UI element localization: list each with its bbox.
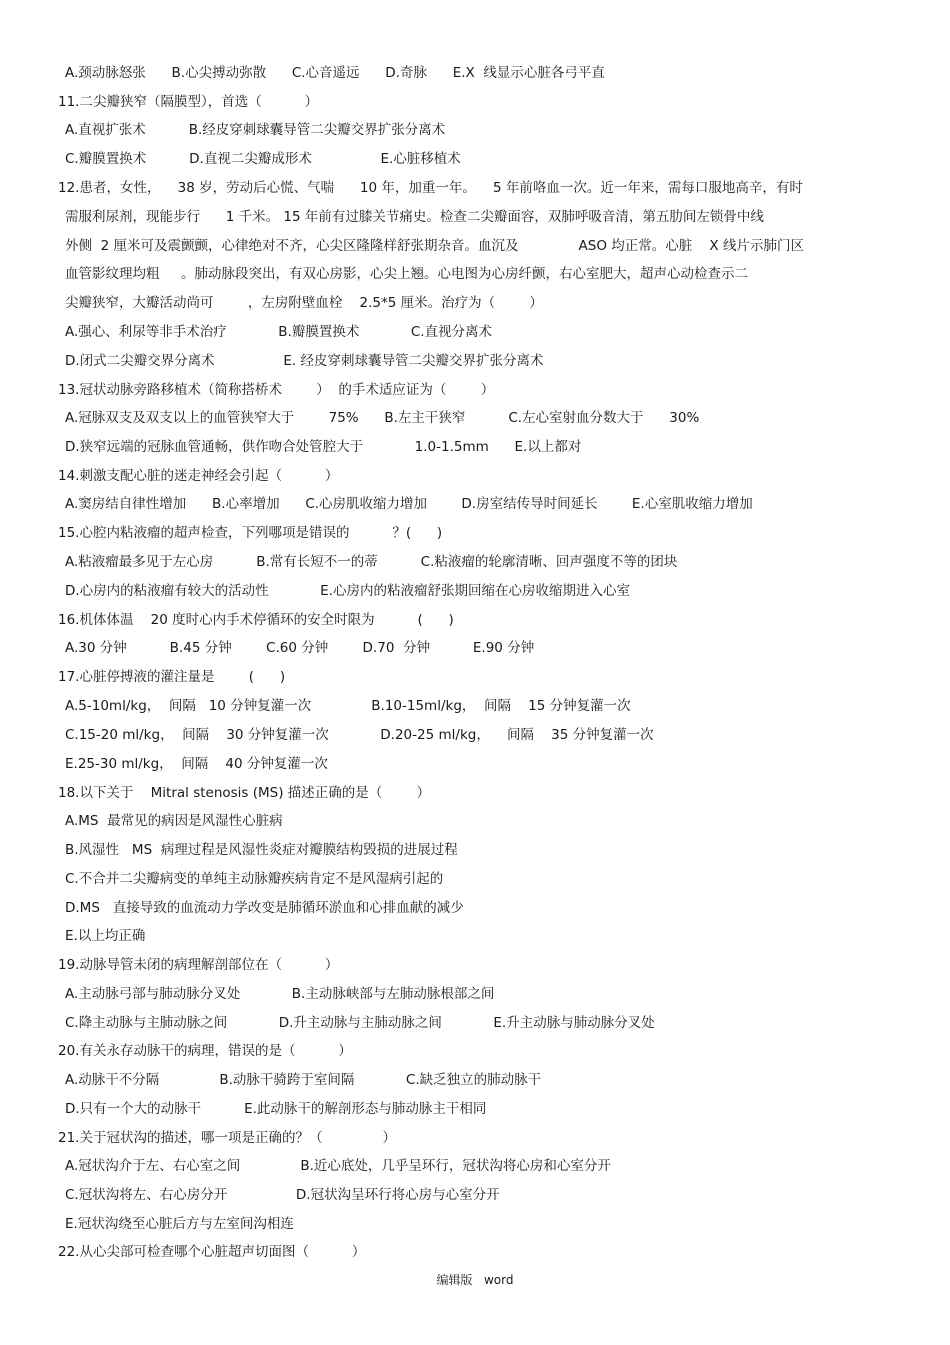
question-21-options-line: E.冠状沟绕至心脏后方与左室间沟相连 [65, 1216, 294, 1232]
question-18-stem: 18.以下关于 Mitral stenosis (MS) 描述正确的是（ ） [58, 785, 431, 801]
question-18-option: C.不合并二尖瓣病变的单纯主动脉瓣疾病肯定不是风湿病引起的 [65, 871, 444, 887]
question-17-stem: 17.心脏停搏液的灌注量是 ( ) [58, 669, 286, 685]
question-18-option: B.风湿性 MS 病理过程是风湿性炎症对瓣膜结构毁损的进展过程 [65, 842, 458, 858]
question-21-options-line: C.冠状沟将左、右心房分开 D.冠状沟呈环行将心房与心室分开 [65, 1187, 500, 1203]
question-20-stem: 20.有关永存动脉干的病理，错误的是（ ） [58, 1043, 352, 1059]
question-22-stem: 22.从心尖部可检查哪个心脏超声切面图（ ） [58, 1244, 366, 1260]
question-11-options-line: A.直视扩张术 B.经皮穿刺球囊导管二尖瓣交界扩张分离术 [65, 122, 446, 138]
question-10-options-line: A.颈动脉怒张 B.心尖搏动弥散 C.心音遥远 D.奇脉 E.X 线显示心脏各弓平直 [65, 65, 605, 81]
question-12-options-line: A.强心、利尿等非手术治疗 B.瓣膜置换术 C.直视分离术 [65, 324, 493, 340]
page-footer: 编辑版 word [436, 1273, 514, 1287]
question-17-options-line: E.25-30 ml/kg， 间隔 40 分钟复灌一次 [65, 756, 328, 772]
question-15-options-line: A.粘液瘤最多见于左心房 B.常有长短不一的蒂 C.粘液瘤的轮廓清晰、回声强度不等的团块 [65, 554, 678, 570]
question-13-stem: 13.冠状动脉旁路移植术（简称搭桥术 ） 的手术适应证为（ ） [58, 382, 495, 398]
question-14-options-line: A.窦房结自律性增加 B.心率增加 C.心房肌收缩力增加 D.房室结传导时间延长 E.心室肌收缩力增加 [65, 496, 753, 512]
question-18-option: A.MS 最常见的病因是风湿性心脏病 [65, 813, 283, 829]
question-12-options-line: D.闭式二尖瓣交界分离术 E. 经皮穿刺球囊导管二尖瓣交界扩张分离术 [65, 353, 544, 369]
question-11-options-line: C.瓣膜置换术 D.直视二尖瓣成形术 E.心脏移植术 [65, 151, 461, 167]
question-17-options-line: C.15-20 ml/kg， 间隔 30 分钟复灌一次 D.20-25 ml/kg， 间隔 35 分钟复灌一次 [65, 727, 654, 743]
question-20-options-line: D.只有一个大的动脉干 E.此动脉干的解剖形态与肺动脉主干相同 [65, 1101, 487, 1117]
question-21-stem: 21.关于冠状沟的描述，哪一项是正确的？（ ） [58, 1130, 397, 1146]
question-13-options-line: A.冠脉双支及双支以上的血管狭窄大于 75% B.左主干狭窄 C.左心室射血分数大于 30% [65, 410, 700, 426]
question-18-option: D.MS 直接导致的血流动力学改变是肺循环淤血和心排血献的减少 [65, 900, 464, 916]
question-16-options-line: A.30 分钟 B.45 分钟 C.60 分钟 D.70 分钟 E.90 分钟 [65, 640, 535, 656]
question-12-stem: 12.患者，女性， 38 岁，劳动后心慌、气喘 10 年，加重一年。 5 年前咯血一次。近一年来，需每口服地高辛，有时 [58, 180, 803, 196]
question-21-options-line: A.冠状沟介于左、右心室之间 B.近心底处，几乎呈环行，冠状沟将心房和心室分开 [65, 1158, 611, 1174]
question-12-stem-continuation: 外侧 2 厘米可及震颤颤，心律绝对不齐，心尖区隆隆样舒张期杂音。血沉及 ASO 均正常。心脏 X 线片示肺门区 [65, 238, 804, 254]
question-20-options-line: A.动脉干不分隔 B.动脉干骑跨于室间隔 C.缺乏独立的肺动脉干 [65, 1072, 542, 1088]
question-16-stem: 16.机体体温 20 度时心内手术停循环的安全时限为 ( ) [58, 612, 454, 628]
question-12-stem-continuation: 血管影纹理均粗 。肺动脉段突出，有双心房影，心尖上翘。心电图为心房纤颤，右心室肥大，超声心动检查示二 [65, 266, 748, 282]
question-17-options-line: A.5-10ml/kg， 间隔 10 分钟复灌一次 B.10-15ml/kg， 间隔 15 分钟复灌一次 [65, 698, 631, 714]
question-15-stem: 15.心腔内粘液瘤的超声检查，下列哪项是错误的 ？( ) [58, 525, 443, 541]
question-12-stem-continuation: 需服利尿剂，现能步行 1 千米。 15 年前有过膝关节痛史。检查二尖瓣面容，双肺呼吸音清，第五肋间左锁骨中线 [65, 209, 764, 225]
question-11-stem: 11.二尖瓣狭窄（隔膜型），首选（ ） [58, 94, 319, 110]
question-12-stem-continuation: 尖瓣狭窄，大瓣活动尚可 ，左房附壁血栓 2.5*5 厘米。治疗为（ ） [65, 295, 543, 311]
question-19-options-line: A.主动脉弓部与肺动脉分叉处 B.主动脉峡部与左肺动脉根部之间 [65, 986, 495, 1002]
question-19-options-line: C.降主动脉与主肺动脉之间 D.升主动脉与主肺动脉之间 E.升主动脉与肺动脉分叉处 [65, 1015, 655, 1031]
question-14-stem: 14.刺激支配心脏的迷走神经会引起（ ） [58, 468, 339, 484]
question-13-options-line: D.狭窄远端的冠脉血管通畅，供作吻合处管腔大于 1.0-1.5mm E.以上都对 [65, 439, 582, 455]
question-15-options-line: D.心房内的粘液瘤有较大的活动性 E.心房内的粘液瘤舒张期回缩在心房收缩期进入心室 [65, 583, 631, 599]
question-18-option: E.以上均正确 [65, 928, 146, 944]
question-19-stem: 19.动脉导管未闭的病理解剖部位在（ ） [58, 957, 339, 973]
